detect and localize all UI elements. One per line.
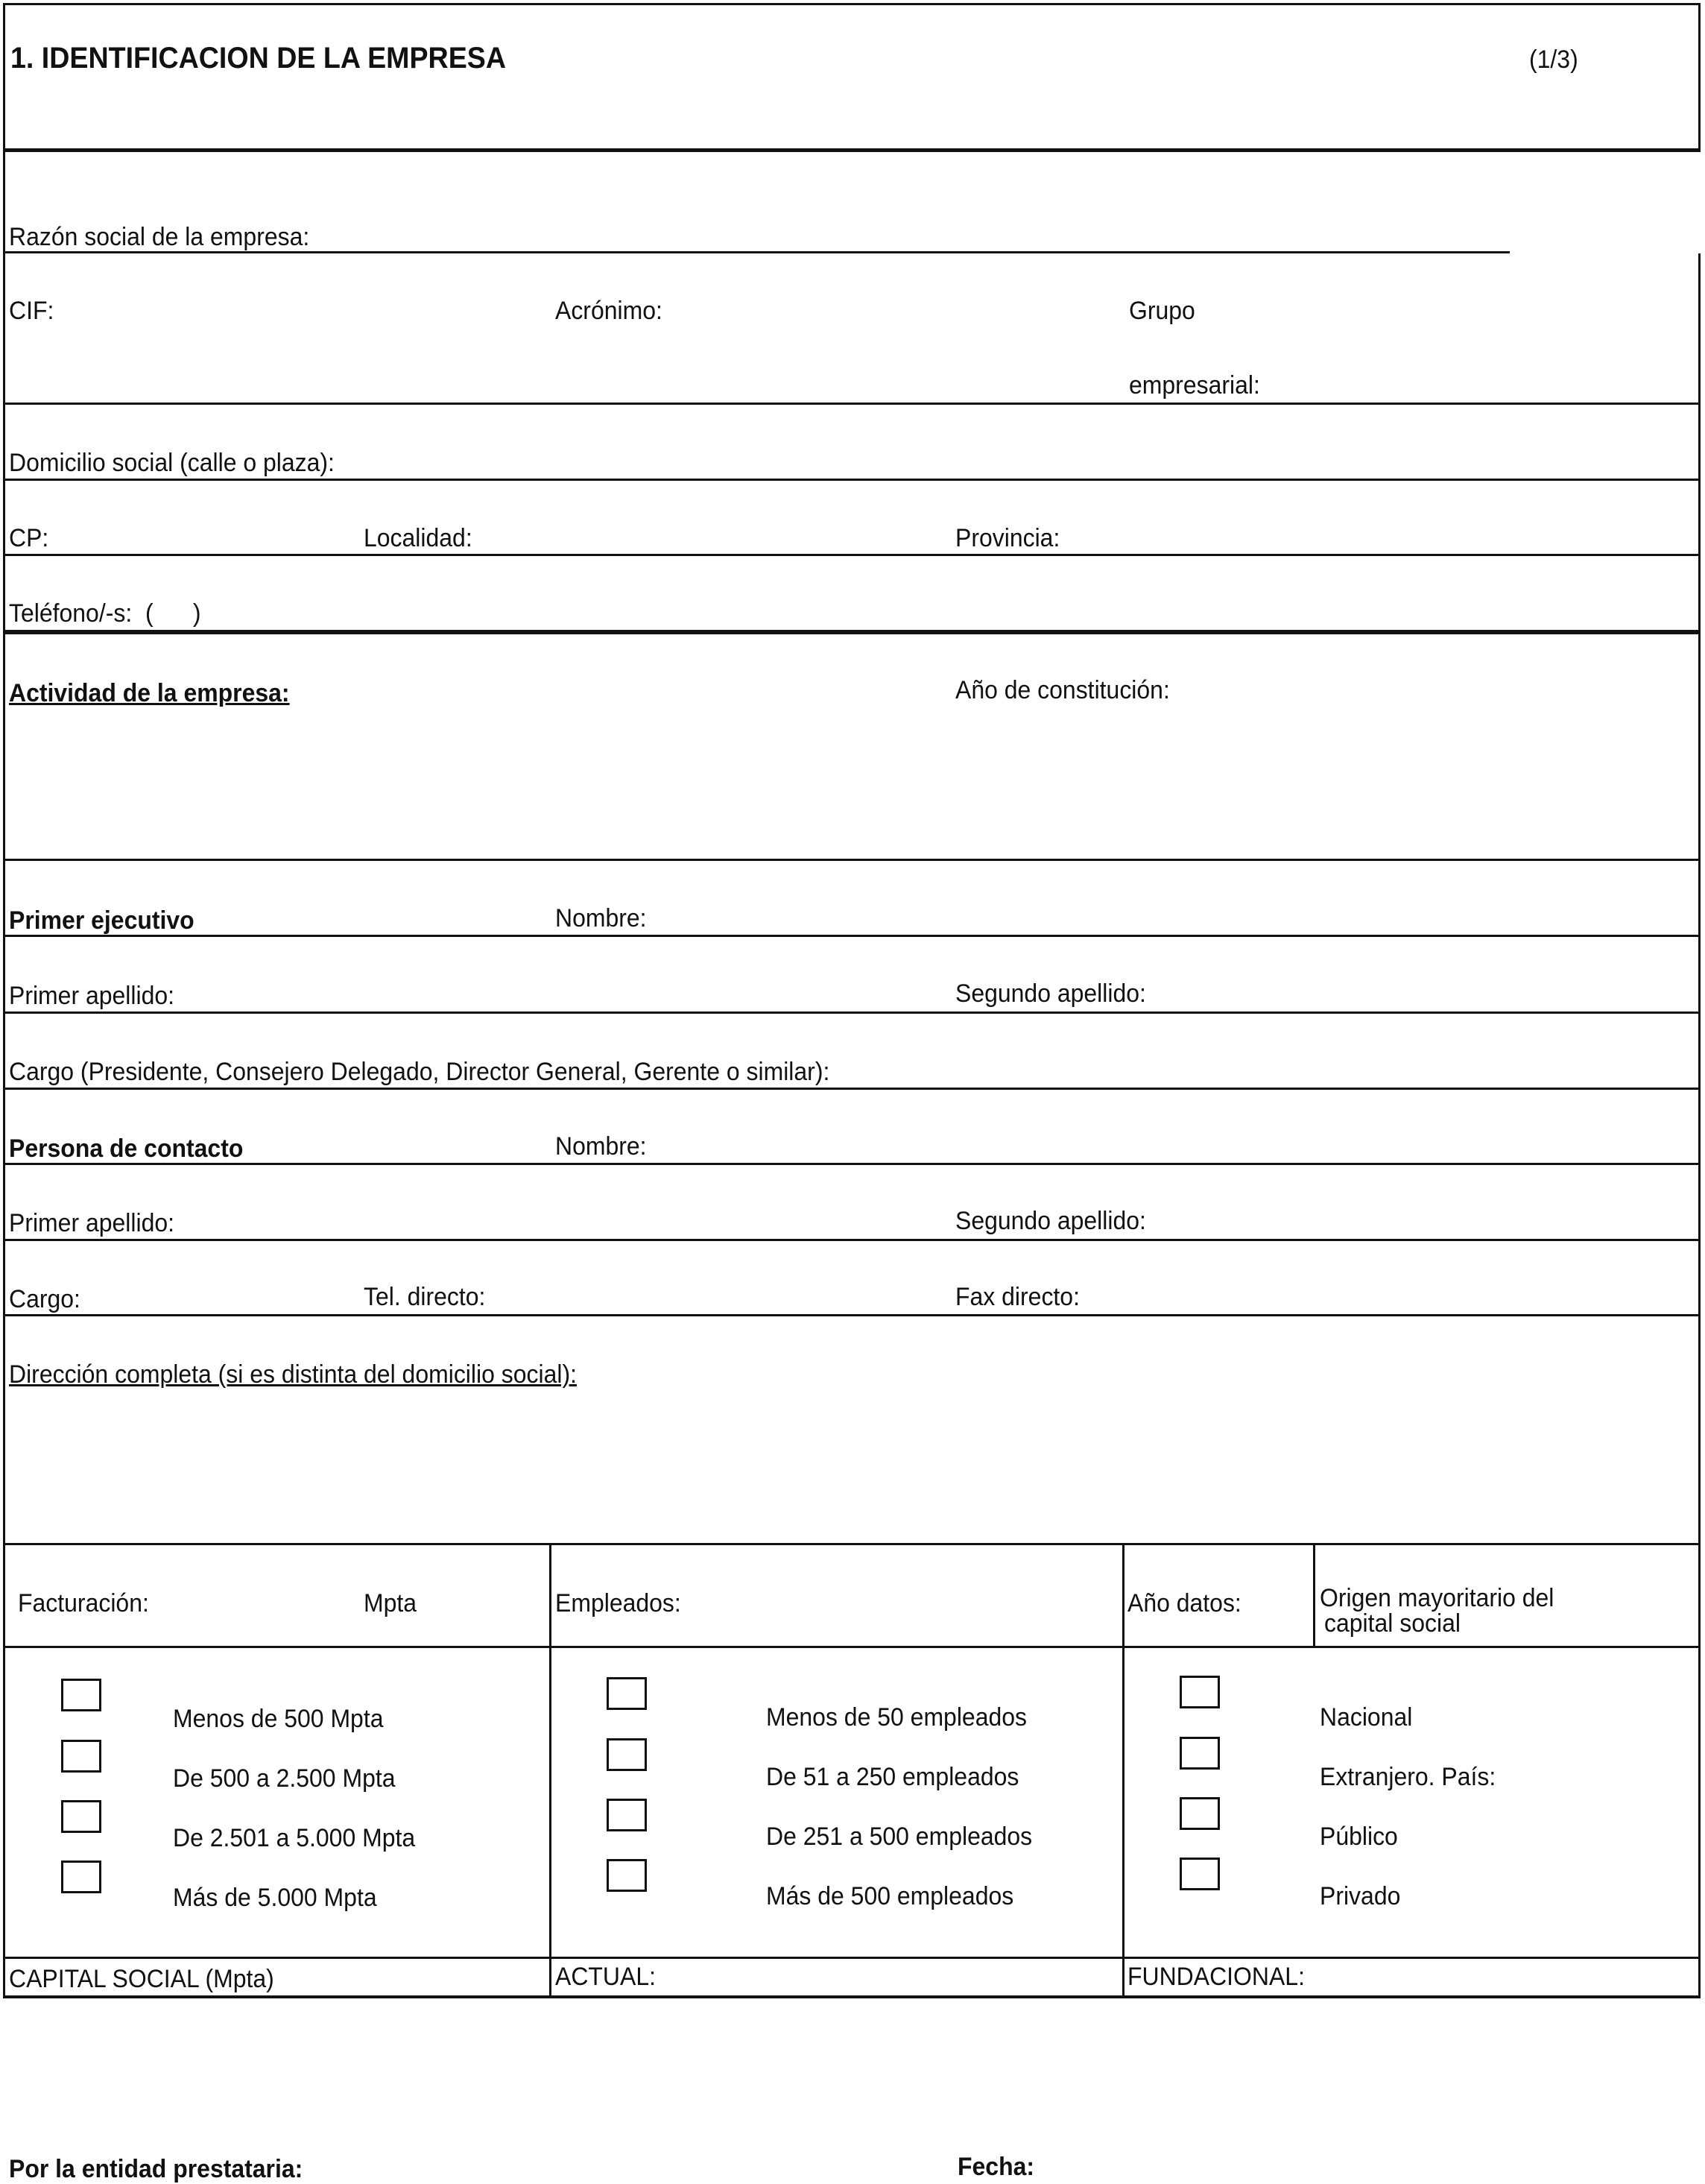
pe-primer-apellido-label: Primer apellido:: [9, 982, 175, 1010]
pe-cargo-label: Cargo (Presidente, Consejero Delegado, Director General, Gerente o similar):: [9, 1058, 830, 1086]
origen-option-4: Privado: [1320, 1882, 1401, 1910]
pe-apellidos-line[interactable]: [3, 1011, 1701, 1014]
form-right-border: [1698, 253, 1701, 1998]
origen-checkbox-4[interactable]: [1180, 1858, 1220, 1890]
localidad-label: Localidad:: [364, 524, 472, 552]
razon-social-label: Razón social de la empresa:: [9, 223, 310, 251]
origen-option-3: Público: [1320, 1822, 1398, 1851]
pc-cargo-label: Cargo:: [9, 1285, 80, 1313]
pc-segundo-apellido-label: Segundo apellido:: [955, 1207, 1146, 1235]
primer-ejecutivo-heading: Primer ejecutivo: [9, 906, 194, 935]
facturacion-option-2: De 500 a 2.500 Mpta: [173, 1764, 396, 1793]
empleados-checkbox-3[interactable]: [607, 1799, 647, 1831]
facturacion-option-4: Más de 5.000 Mpta: [173, 1884, 377, 1912]
header-box: [3, 3, 1701, 152]
facturacion-option-1: Menos de 500 Mpta: [173, 1705, 384, 1733]
provincia-label: Provincia:: [955, 524, 1060, 552]
pc-tel-label: Tel. directo:: [364, 1283, 486, 1311]
table-col-divider-2: [1122, 1543, 1124, 1998]
facturacion-checkbox-3[interactable]: [61, 1800, 101, 1833]
empleados-checkbox-4[interactable]: [607, 1859, 647, 1892]
table-header-line: [3, 1646, 1701, 1648]
facturacion-option-3: De 2.501 a 5.000 Mpta: [173, 1824, 416, 1852]
cp-row-line[interactable]: [3, 554, 1701, 556]
razon-social-line[interactable]: [3, 251, 1510, 253]
empleados-header: Empleados:: [555, 1589, 681, 1618]
actividad-line[interactable]: [3, 859, 1701, 861]
actividad-label: Actividad de la empresa:: [9, 679, 290, 707]
cif-row-line[interactable]: [3, 403, 1701, 405]
pc-cargo-line[interactable]: [3, 1314, 1701, 1316]
anio-datos-header: Año datos:: [1127, 1589, 1241, 1618]
origen-header-line2: capital social: [1324, 1609, 1461, 1638]
empleados-checkbox-2[interactable]: [607, 1738, 647, 1771]
pe-nombre-label: Nombre:: [555, 904, 647, 932]
capital-row-top-line: [3, 1957, 1701, 1959]
domicilio-label: Domicilio social (calle o plaza):: [9, 449, 335, 477]
cif-label: CIF:: [9, 297, 54, 325]
table-col-divider-3: [1313, 1543, 1315, 1647]
pc-apellidos-line[interactable]: [3, 1239, 1701, 1241]
page-title: 1. IDENTIFICACION DE LA EMPRESA: [10, 42, 507, 75]
mpta-header: Mpta: [364, 1589, 417, 1618]
empleados-option-2: De 51 a 250 empleados: [766, 1763, 1019, 1791]
pc-nombre-label: Nombre:: [555, 1132, 647, 1161]
acronimo-label: Acrónimo:: [555, 297, 662, 325]
facturacion-checkbox-4[interactable]: [61, 1860, 101, 1893]
origen-option-2: Extranjero. País:: [1320, 1763, 1496, 1791]
capital-social-label: CAPITAL SOCIAL (Mpta): [9, 1965, 274, 1993]
form-left-border: [3, 152, 5, 1998]
pe-segundo-apellido-label: Segundo apellido:: [955, 979, 1146, 1008]
empleados-option-4: Más de 500 empleados: [766, 1882, 1014, 1910]
origen-checkbox-1[interactable]: [1180, 1676, 1220, 1708]
origen-checkbox-2[interactable]: [1180, 1737, 1220, 1770]
empleados-checkbox-1[interactable]: [607, 1677, 647, 1710]
cp-label: CP:: [9, 524, 49, 552]
fundacional-label: FUNDACIONAL:: [1127, 1963, 1305, 1991]
pe-cargo-line[interactable]: [3, 1088, 1701, 1090]
table-bottom-line: [3, 1995, 1701, 1998]
pc-direccion-label: Dirección completa (si es distinta del domicilio social):: [9, 1360, 578, 1389]
pe-nombre-line[interactable]: [3, 935, 1701, 937]
empresarial-label: empresarial:: [1129, 371, 1260, 400]
page-indicator: (1/3): [1529, 45, 1578, 74]
origen-header-line1: Origen mayoritario del: [1320, 1584, 1554, 1612]
direccion-line[interactable]: [3, 1543, 1701, 1545]
table-col-divider-1: [549, 1543, 551, 1998]
telefono-label: Teléfono/-s: ( ): [9, 599, 201, 628]
domicilio-line[interactable]: [3, 479, 1701, 481]
origen-checkbox-3[interactable]: [1180, 1797, 1220, 1830]
pc-nombre-line[interactable]: [3, 1163, 1701, 1165]
empleados-option-3: De 251 a 500 empleados: [766, 1822, 1033, 1851]
origen-option-1: Nacional: [1320, 1703, 1413, 1732]
contacto-heading: Persona de contacto: [9, 1134, 244, 1163]
facturacion-checkbox-2[interactable]: [61, 1740, 101, 1773]
empleados-option-1: Menos de 50 empleados: [766, 1703, 1028, 1732]
facturacion-checkbox-1[interactable]: [61, 1679, 101, 1711]
anio-constitucion-label: Año de constitución:: [955, 676, 1170, 704]
actual-label: ACTUAL:: [555, 1963, 656, 1991]
entidad-prestataria-label: Por la entidad prestataria:: [9, 2155, 303, 2183]
pc-primer-apellido-label: Primer apellido:: [9, 1209, 175, 1237]
fecha-label: Fecha:: [958, 2153, 1035, 2181]
pc-fax-label: Fax directo:: [955, 1283, 1080, 1311]
telefono-line[interactable]: [3, 630, 1701, 634]
grupo-label: Grupo: [1129, 297, 1195, 325]
facturacion-header: Facturación:: [18, 1589, 149, 1618]
